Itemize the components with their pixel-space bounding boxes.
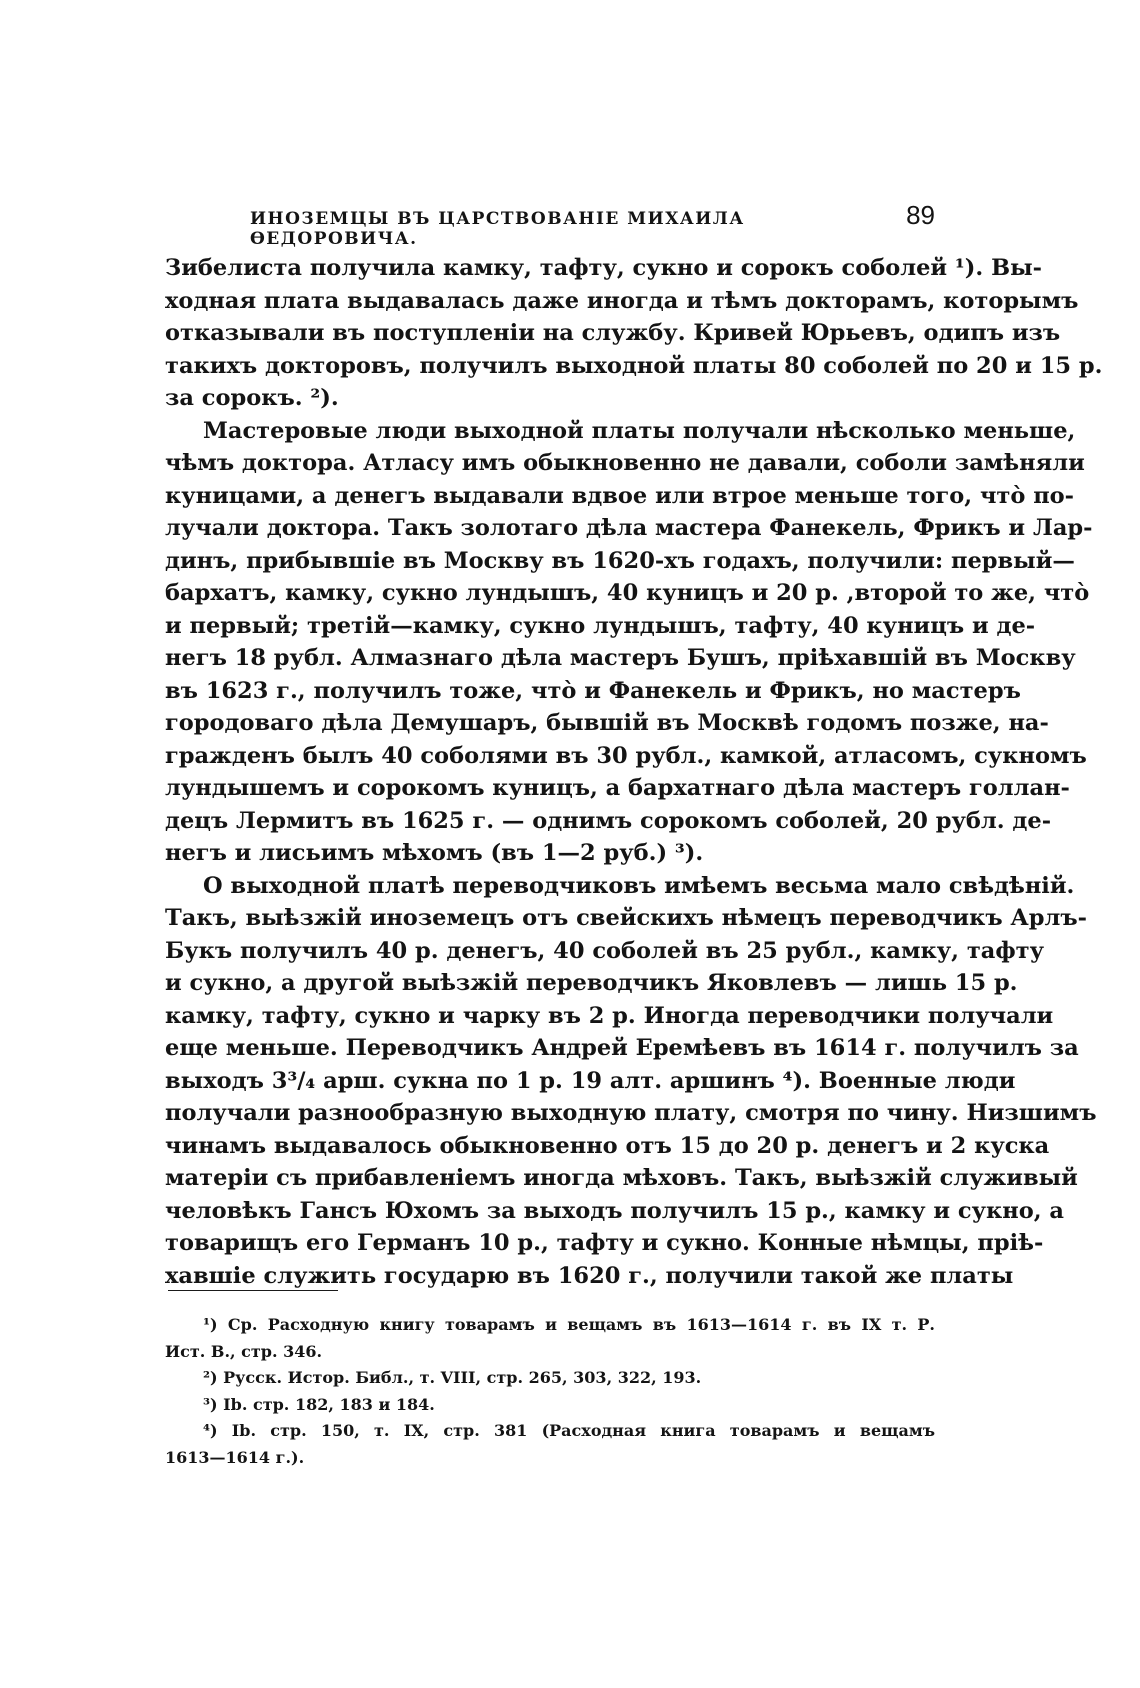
text-line: городоваго дѣла Демушаръ, бывшій въ Москвѣ годомъ позже, на- [165,710,1049,736]
text-line: ходная плата выдавалась даже иногда и тѣмъ докторамъ, которымъ [165,287,1079,314]
text-line: гражденъ былъ 40 соболями въ 30 рубл., камкой, атласомъ, сукномъ [165,742,1087,769]
text-line: чинамъ выдавалось обыкновенно отъ 15 до 20 р. денегъ и 2 куска [165,1132,1050,1159]
footnotes [165,1312,935,1471]
text-line: и сукно, а другой выѣзжій переводчикъ Яковлевъ — лишь 15 р. [165,970,1018,996]
text-line: за сорокъ. ²). [165,385,339,411]
text-line: Букъ получилъ 40 р. денегъ, 40 соболей въ 25 рубл., камку, тафту [165,937,1044,964]
paragraph [165,415,1093,870]
text-line: въ 1623 г., получилъ тоже, чтò и Фанекель и Фрикъ, но мастеръ [165,677,1021,704]
text-line: камку, тафту, сукно и чарку въ 2 р. Иногда переводчики получали [165,1002,1054,1029]
footnote-line: ¹) Ср. Расходную книгу товарамъ и вещамъ въ 1613—1614 г. въ IX т. Р. [203,1315,935,1334]
text-line: матеріи съ прибавленіемъ иногда мѣховъ. Такъ, выѣзжій служивый [165,1165,1078,1191]
page-number: 89 [906,200,935,230]
footnote [165,1365,935,1392]
text-line: лучали доктора. Такъ золотаго дѣла мастера Фанекель, Фрикъ и Лар- [165,515,1093,541]
text-line: негъ 18 рубл. Алмазнаго дѣла мастеръ Бушъ, пріѣхавшій въ Москву [165,645,1076,671]
text-line: Зибелиста получила камку, тафту, сукно и сорокъ соболей ¹). Вы- [165,255,1043,281]
paragraph [165,252,1103,415]
text-line: лундышемъ и сорокомъ куницъ, а бархатнаго дѣла мастеръ голлан- [165,775,1070,801]
text-line: негъ и лисьимъ мѣхомъ (въ 1—2 руб.) ³). [165,840,704,866]
text-line: хавшіе служить государю въ 1620 г., получили такой же платы [165,1262,1014,1289]
text-line: отказывали въ поступленіи на службу. Кривей Юрьевъ, одипъ изъ [165,320,1061,346]
text-line: получали разнообразную выходную плату, смотря по чину. Низшимъ [165,1100,1097,1126]
text-line: человѣкъ Гансъ Юхомъ за выходъ получилъ 15 р., камку и сукно, а [165,1197,1065,1224]
text-line: бархатъ, камку, сукно лундышъ, 40 куницъ и 20 р. ,второй то же, чтò [165,580,1090,606]
footnote-divider [168,1290,338,1291]
text-line: чѣмъ доктора. Атласу имъ обыкновенно не давали, соболи замѣняли [165,450,1085,476]
text-line: такихъ докторовъ, получилъ выходной платы 80 соболей по 20 и 15 р. [165,352,1103,379]
text-line: куницами, а денегъ выдавали вдвое или втрое меньше того, чтò по- [165,482,1075,509]
text-line: еще меньше. Переводчикъ Андрей Еремѣевъ въ 1614 г. получилъ за [165,1035,1079,1061]
text-line: О выходной платѣ переводчиковъ имѣемъ весьма мало свѣдѣній. [203,872,1075,899]
text-line: и первый; третій—камку, сукно лундышъ, тафту, 40 куницъ и де- [165,612,1036,639]
footnote [165,1312,935,1365]
text-line: Такъ, выѣзжій иноземецъ отъ свейскихъ нѣмецъ переводчикъ Арлъ- [165,905,1087,931]
body-text [165,252,1103,1292]
paragraph [165,870,1097,1293]
page-header [165,200,935,249]
footnote [165,1392,935,1419]
text-line: товарищъ его Германъ 10 р., тафту и сукно. Конные нѣмцы, пріѣ- [165,1230,1044,1256]
footnote [165,1418,935,1471]
text-line: выходъ 3³/₄ арш. сукна по 1 р. 19 алт. аршинъ ⁴). Военные люди [165,1067,1016,1094]
footnote-line: ³) Ib. стр. 182, 183 и 184. [203,1394,435,1414]
running-title: ИНОЗЕМЦЫ ВЪ ЦАРСТВОВАНІЕ МИХАИЛА ѲЕДОРОВИЧА. [250,209,745,249]
text-line: децъ Лермитъ въ 1625 г. — однимъ сорокомъ соболей, 20 рубл. де- [165,807,1052,834]
footnote-line: Ист. В., стр. 346. [165,1341,323,1361]
text-line: Мастеровые люди выходной платы получали нѣсколько меньше, [203,417,1076,444]
footnote-line: ²) Русск. Истор. Библ., т. VIII, стр. 265, 303, 322, 193. [203,1368,702,1387]
text-line: динъ, прибывшіе въ Москву въ 1620-хъ годахъ, получили: первый— [165,547,1075,574]
footnote-line: 1613—1614 г.). [165,1447,305,1467]
footnote-line: ⁴) Ib. стр. 150, т. IX, стр. 381 (Расходная книга товарамъ и вещамъ [203,1421,935,1440]
